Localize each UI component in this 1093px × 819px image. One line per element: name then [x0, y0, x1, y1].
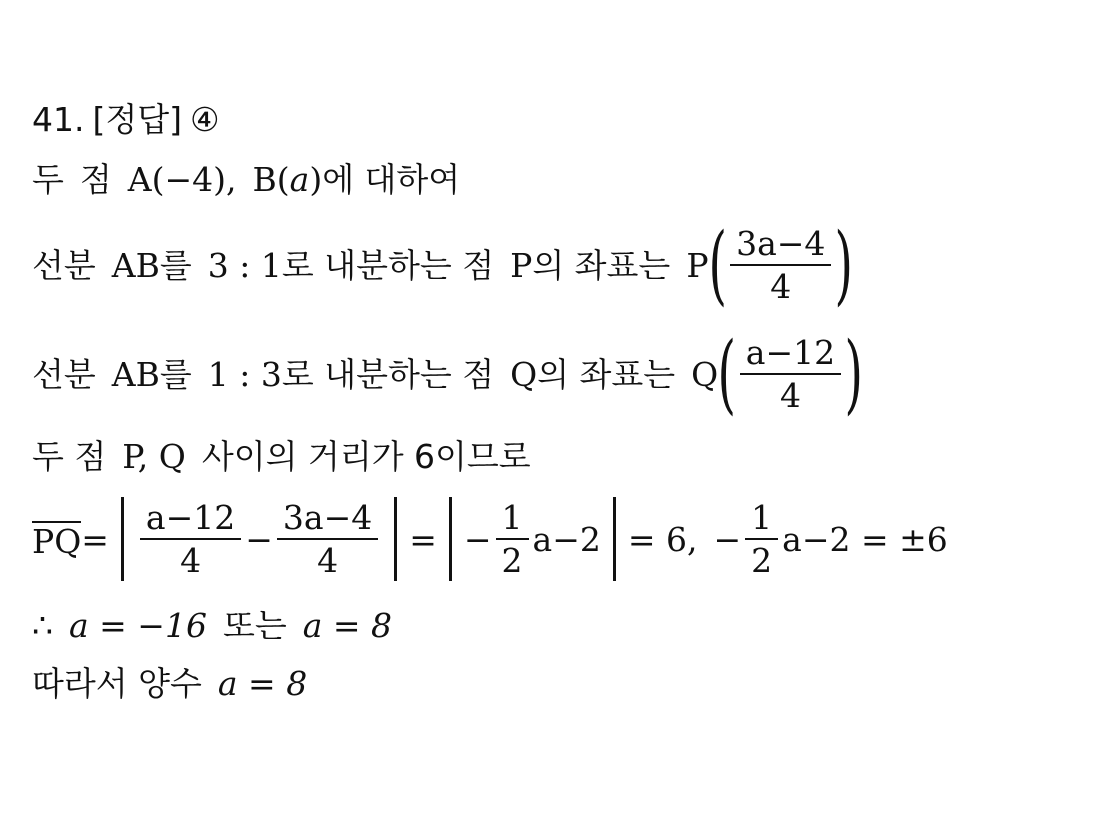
right-paren: ) — [844, 324, 864, 424]
fraction — [745, 498, 778, 580]
word: 선분 — [32, 354, 96, 394]
point-q: Q — [510, 354, 538, 394]
left-paren: ( — [708, 215, 727, 315]
denominator: 2 — [501, 541, 523, 580]
answer-header — [32, 100, 220, 139]
segment-ab: AB — [111, 354, 160, 394]
answer-mark: ④ — [190, 100, 220, 139]
therefore-symbol: ∴ — [32, 606, 53, 645]
ratio: 3 : 1 — [207, 245, 282, 285]
expr: a−2 — [532, 519, 601, 559]
word: 점 — [79, 160, 112, 199]
denominator: 2 — [751, 541, 773, 580]
segment-ab: AB — [111, 245, 160, 285]
solution-line-3 — [32, 324, 864, 424]
solution-line-7 — [32, 664, 308, 703]
denominator: 4 — [317, 541, 339, 580]
word: 를 — [159, 354, 192, 394]
solution-line-1 — [32, 160, 461, 199]
solution-line-4 — [32, 437, 531, 476]
point-a: A(−4), — [127, 160, 237, 199]
abs-bar-left — [449, 497, 452, 581]
word: 두 — [32, 160, 64, 199]
fraction — [740, 333, 841, 415]
abs-bar-left — [121, 497, 124, 581]
word: 선분 — [32, 245, 96, 285]
fraction — [140, 498, 241, 580]
solution-line-2 — [32, 215, 854, 315]
equals: = — [81, 519, 109, 559]
word: 로 내분하는 점 — [281, 354, 495, 394]
denominator: 4 — [779, 376, 801, 415]
left-paren: ( — [717, 324, 737, 424]
abs-bar-right — [613, 497, 616, 581]
point-b-post: ) — [309, 160, 323, 199]
expr: a−2 = ±6 — [782, 519, 948, 559]
solution-line-5 — [32, 497, 948, 581]
neg-sign: − — [713, 519, 742, 559]
text: 사이의 거리가 6이므로 — [201, 437, 531, 476]
numerator: a−12 — [145, 498, 236, 537]
neg-sign: − — [463, 519, 492, 559]
word: 를 — [159, 245, 192, 285]
minus: − — [245, 519, 273, 559]
point-q-coord: Q — [691, 354, 719, 394]
equals-six: = 6, — [627, 519, 698, 559]
denominator: 4 — [770, 267, 792, 306]
numerator: 3a−4 — [736, 224, 826, 263]
equation: a = −16 — [69, 606, 207, 645]
right-paren: ) — [834, 215, 854, 315]
fraction — [277, 498, 378, 580]
point-p: P — [510, 245, 533, 285]
text: 두 점 — [32, 437, 107, 476]
numerator: a−12 — [745, 333, 836, 372]
var-a: a — [289, 160, 310, 199]
numerator: 1 — [501, 498, 523, 537]
word: 에 대하여 — [322, 160, 461, 199]
word: 또는 — [222, 606, 287, 645]
equation: a = 8 — [217, 664, 308, 703]
point-p-coord: P — [686, 245, 709, 285]
word: 로 내분하는 점 — [281, 245, 495, 285]
numerator: 1 — [751, 498, 773, 537]
word: 의 좌표는 — [532, 245, 671, 285]
text: 따라서 양수 — [32, 664, 202, 703]
problem-number: 41. — [32, 100, 85, 139]
denominator: 4 — [180, 541, 202, 580]
segment-pq: PQ — [32, 521, 82, 561]
solution-line-6 — [32, 606, 393, 645]
numerator: 3a−4 — [282, 498, 373, 537]
point-b-pre: B( — [252, 160, 290, 199]
fraction — [730, 224, 831, 306]
fraction — [496, 498, 529, 580]
abs-bar-right — [394, 497, 397, 581]
points-pq: P, Q — [122, 437, 186, 476]
equals: = — [409, 519, 437, 559]
answer-tag: [정답] — [92, 100, 182, 139]
word: 의 좌표는 — [537, 354, 676, 394]
ratio: 1 : 3 — [207, 354, 282, 394]
equation: a = 8 — [302, 606, 393, 645]
